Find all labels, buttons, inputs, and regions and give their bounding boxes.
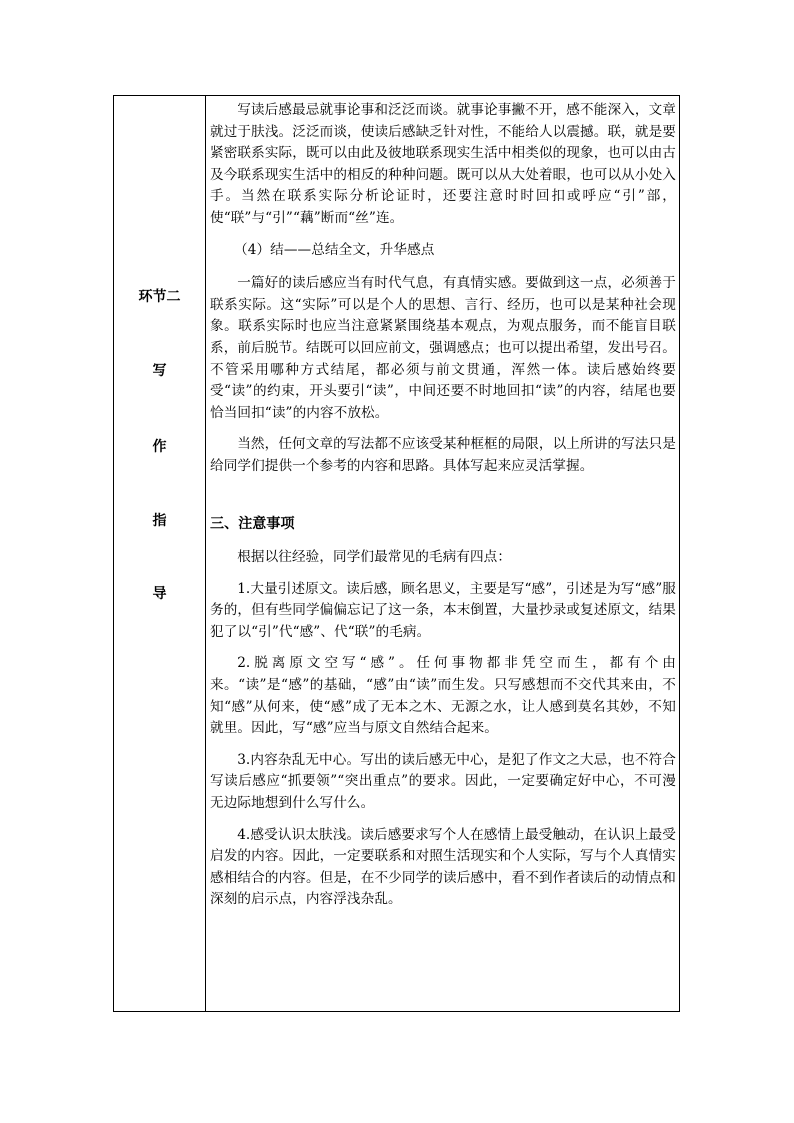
- list-item-3: 3.内容杂乱无中心。写出的读后感无中心，是犯了作文之大忌，也不符合写读后感应“抓要领”“突出重点”的要求。因此，一定要确定好中心，不可漫无边际地想到什么写什么。: [210, 751, 676, 812]
- list-item-2: 2.脱离原文空写“感”。任何事物都非凭空而生，都有个由来。“读”是“感”的基础，“感”由“读”而生发。只写感想而不交代其来由，不知“感”从何来，使“感”成了无本之木、无源之水，让人感到莫名其妙，不知就里。因此，写“感”应当与原文自然结合起来。: [210, 655, 676, 737]
- list-item-1: 1.大量引述原文。读后感，顾名思义，主要是写“感”，引述是为写“感”服务的，但有些同学偏偏忘记了这一条，本末倒置，大量抄录或复述原文，结果犯了以“引”代“感”、代“联”的毛病。: [210, 580, 676, 640]
- content-table: [113, 95, 680, 1012]
- label-char-1: 写: [152, 363, 167, 379]
- section-label-column: [114, 96, 205, 1011]
- section-label: 环节二: [138, 289, 181, 305]
- content-column: [210, 100, 676, 921]
- subheading-conclusion: （4）结——总结全文，升华感点: [234, 241, 435, 258]
- label-char-4: 导: [152, 586, 167, 602]
- intro-text: 根据以往经验，同学们最常见的毛病有四点：: [237, 549, 512, 566]
- section-title: 三、注意事项: [210, 515, 295, 532]
- column-divider: [205, 96, 206, 1011]
- paragraph-note: 当然，任何文章的写法都不应该受某种框框的局限，以上所讲的写法只是给同学们提供一个参考的内容和思路。具体写起来应灵活掌握。: [210, 436, 676, 474]
- label-char-2: 作: [152, 439, 167, 455]
- paragraph-conclusion: 一篇好的读后感应当有时代气息，有真情实感。要做到这一点，必须善于联系实际。这“实际”可以是个人的思想、言行、经历，也可以是某种社会现象。联系实际时也应当注意紧紧围绕基本观点，为观点服务，而不能盲目联系，前后脱节。结既可以回应前文，强调感点；也可以提出希望，发出号召。不管采用哪种方式结尾，都必须与前文贯通，浑然一体。读后感始终要受“读”的约束，开头要引“读”，中间还要不时地回扣“读”的内容，结尾也要恰当回扣“读”的内容不放松。: [210, 275, 676, 421]
- paragraph-link: 写读后感最忌就事论事和泛泛而谈。就事论事撇不开，感不能深入，文章就过于肤浅。泛泛而谈，使读后感缺乏针对性，不能给人以震撼。联，就是要紧密联系实际，既可以由此及彼地联系现实生活中相类似的现象，也可以由古及今联系现实生活中的相反的种种问题。既可以从大处着眼，也可以从小处入手。当然在联系实际分析论证时，还要注意时时回扣或呼应“引”部，使“联”与“引”“藕”断而“丝”连。: [210, 102, 676, 226]
- label-char-3: 指: [152, 513, 167, 529]
- list-item-4: 4.感受认识太肤浅。读后感要求写个人在感情上最受触动，在认识上最受启发的内容。因此，一定要联系和对照生活现实和个人实际，写与个人真情实感相结合的内容。但是，在不少同学的读后感中，看不到作者读后的动情点和深刻的启示点，内容浮浅杂乱。: [210, 826, 676, 908]
